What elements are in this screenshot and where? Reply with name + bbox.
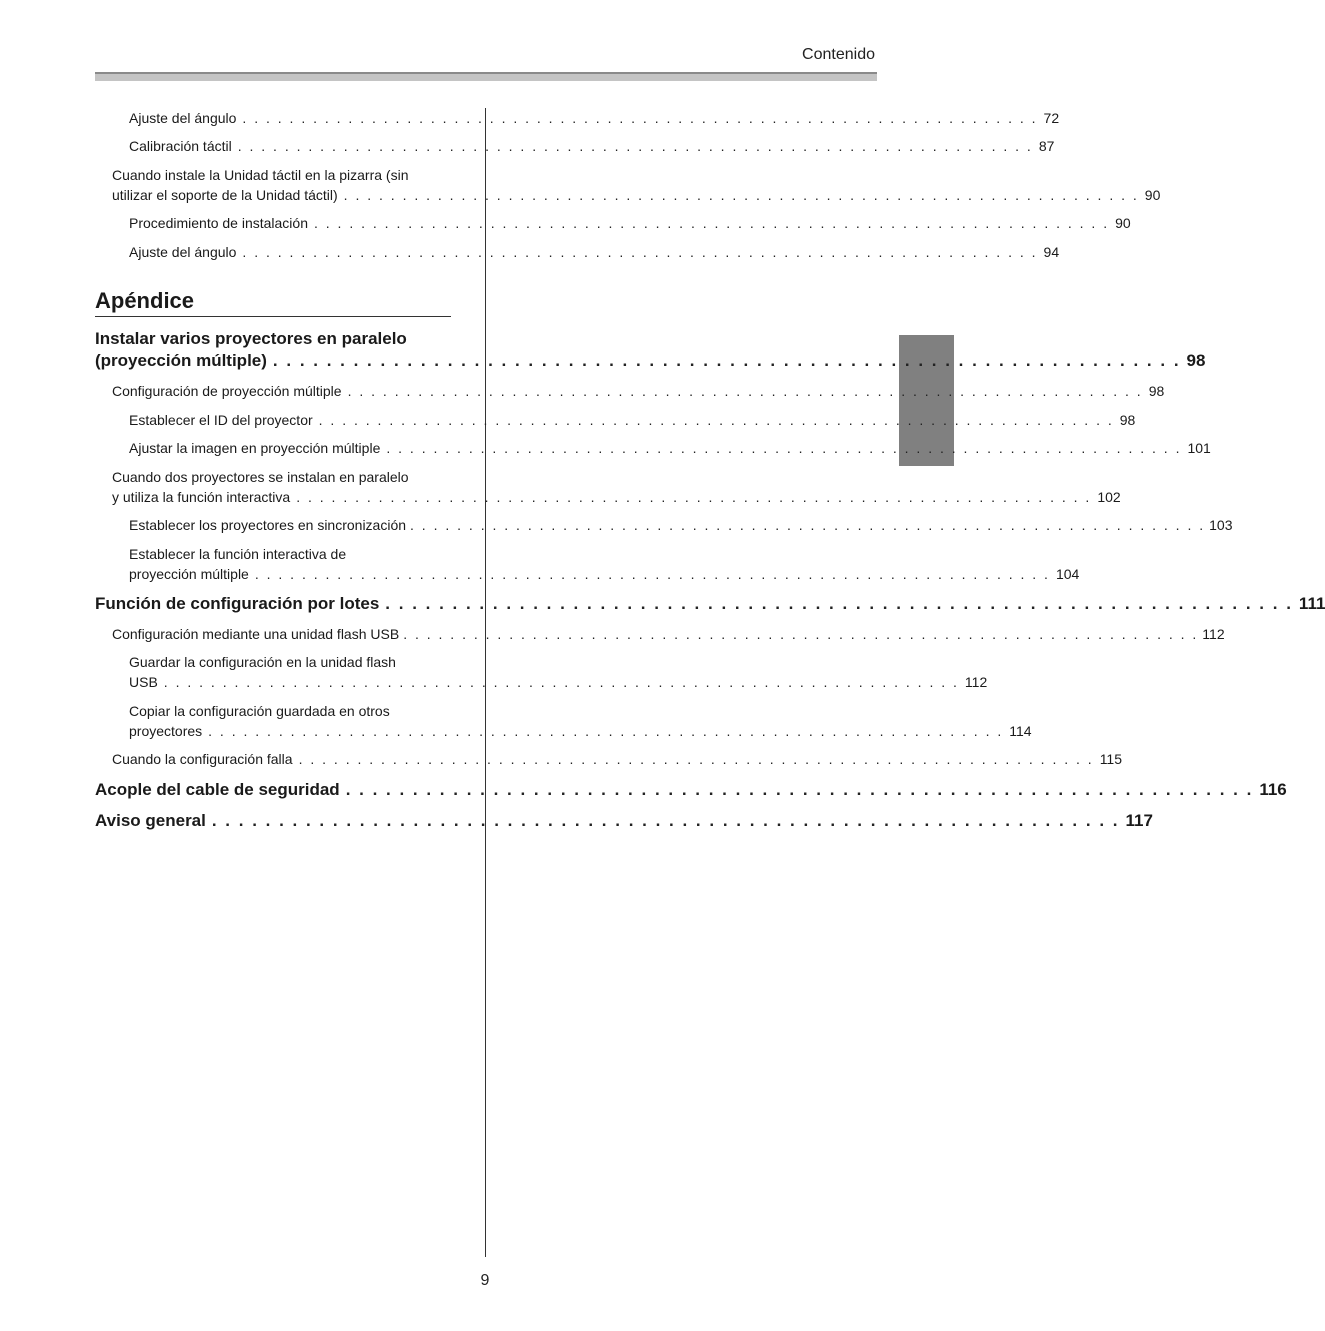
toc-entry-label: Guardar la configuración en la unidad flash	[129, 654, 396, 670]
toc-entry[interactable]	[95, 779, 1287, 801]
toc-entry-label: USB	[129, 674, 158, 690]
toc-entry-label: Instalar varios proyectores en paralelo	[95, 329, 407, 348]
toc-entry-page: 72	[1043, 110, 1060, 126]
toc-leader	[249, 564, 1056, 584]
toc-entry-page: 111	[1298, 594, 1325, 613]
toc-leader	[206, 810, 1126, 832]
toc-leader	[406, 515, 1209, 535]
toc-leader	[232, 136, 1039, 156]
page-number: 9	[480, 1272, 490, 1289]
toc-entry[interactable]	[95, 242, 1060, 262]
toc-entry-page: 112	[1202, 626, 1225, 642]
toc-entry-page: 87	[1038, 138, 1055, 154]
toc-entry-page: 98	[1186, 351, 1206, 370]
toc-entry[interactable]	[95, 213, 1131, 233]
toc-leader	[342, 381, 1149, 401]
toc-leader	[308, 213, 1115, 233]
toc-entry-label: Cuando dos proyectores se instalan en paralelo	[112, 469, 409, 485]
toc-entry-page: 102	[1097, 489, 1121, 505]
toc-entry-label: proyección múltiple	[129, 566, 249, 582]
toc-entry-label: Aviso general	[95, 811, 206, 830]
toc-entry-label: Acople del cable de seguridad	[95, 780, 340, 799]
toc-leader	[340, 779, 1260, 801]
toc-leader	[380, 438, 1187, 458]
toc-entry-label: Ajuste del ángulo	[129, 244, 237, 260]
toc-entry[interactable]	[95, 328, 1206, 372]
toc-entry-label: Configuración mediante una unidad flash USB	[112, 626, 400, 642]
toc-entry[interactable]	[95, 381, 1165, 401]
toc-entry-page: 103	[1209, 517, 1233, 533]
toc-entry-label: Calibración táctil	[129, 138, 232, 154]
toc-entry-page: 90	[1144, 187, 1161, 203]
toc-entry[interactable]	[95, 544, 1080, 584]
header-rule	[95, 72, 877, 81]
toc-entry-label: (proyección múltiple)	[95, 351, 267, 370]
toc-entry-page: 117	[1125, 811, 1153, 830]
toc-entry[interactable]	[95, 136, 1055, 156]
toc-entry-page: 101	[1187, 440, 1211, 456]
toc-entry-page: 112	[964, 674, 988, 690]
toc-leader	[290, 487, 1097, 507]
toc-leader	[202, 721, 1009, 741]
header-title: Contenido	[802, 46, 875, 63]
toc-entry-label: Establecer la función interactiva de	[129, 546, 347, 562]
toc-entry-label: Configuración de proyección múltiple	[112, 383, 342, 399]
toc-entry-page: 104	[1055, 566, 1080, 582]
toc-entry[interactable]	[95, 410, 1136, 430]
toc-leader	[379, 593, 1299, 615]
toc-entry[interactable]	[95, 467, 1121, 507]
toc-entry-label: Copiar la configuración guardada en otros	[129, 703, 390, 719]
toc-entry-page: 98	[1119, 412, 1136, 428]
toc-entry[interactable]	[95, 165, 1161, 205]
toc-entry[interactable]	[95, 701, 1032, 741]
toc-entry-page: 115	[1099, 751, 1123, 767]
toc-entry-page: 116	[1259, 780, 1287, 799]
toc-entry-label: Procedimiento de instalación	[129, 215, 308, 231]
toc-leader	[158, 672, 965, 692]
toc-leader	[267, 350, 1187, 372]
toc-leader	[236, 242, 1043, 262]
toc-entry[interactable]	[95, 652, 988, 692]
toc-entry-label: Establecer los proyectores en sincronización	[129, 517, 407, 533]
toc-entry[interactable]	[95, 108, 1060, 128]
toc-entry[interactable]	[95, 749, 1123, 769]
toc-entry-label: Ajuste del ángulo	[129, 110, 237, 126]
toc-entry-page: 114	[1009, 723, 1032, 739]
toc-leader	[293, 749, 1100, 769]
toc-entry-label: y utiliza la función interactiva	[112, 489, 291, 505]
toc-entry-label: Función de configuración por lotes	[95, 594, 380, 613]
toc-entry[interactable]	[95, 515, 1233, 535]
section-title: Apéndice	[95, 288, 451, 317]
toc-entry-label: Ajustar la imagen en proyección múltiple	[129, 440, 381, 456]
toc-entry-label: Establecer el ID del proyector	[129, 412, 313, 428]
toc-leader	[338, 185, 1145, 205]
toc-entry[interactable]	[95, 624, 1225, 644]
toc-leader	[313, 410, 1120, 430]
toc-entry-label: Cuando la configuración falla	[112, 751, 293, 767]
toc-entry-label: proyectores	[129, 723, 203, 739]
toc-entry-page: 94	[1043, 244, 1060, 260]
toc-entry-label: utilizar el soporte de la Unidad táctil)	[112, 187, 338, 203]
toc-leader	[399, 624, 1202, 644]
toc-leader	[236, 108, 1043, 128]
toc-entry[interactable]	[95, 810, 1153, 832]
toc-entry-page: 90	[1115, 215, 1131, 231]
toc-entry[interactable]	[95, 593, 1325, 615]
toc-entry-page: 98	[1148, 383, 1165, 399]
toc-entry[interactable]	[95, 438, 1211, 458]
toc-entry-label: Cuando instale la Unidad táctil en la pizarra (sin	[112, 167, 409, 183]
